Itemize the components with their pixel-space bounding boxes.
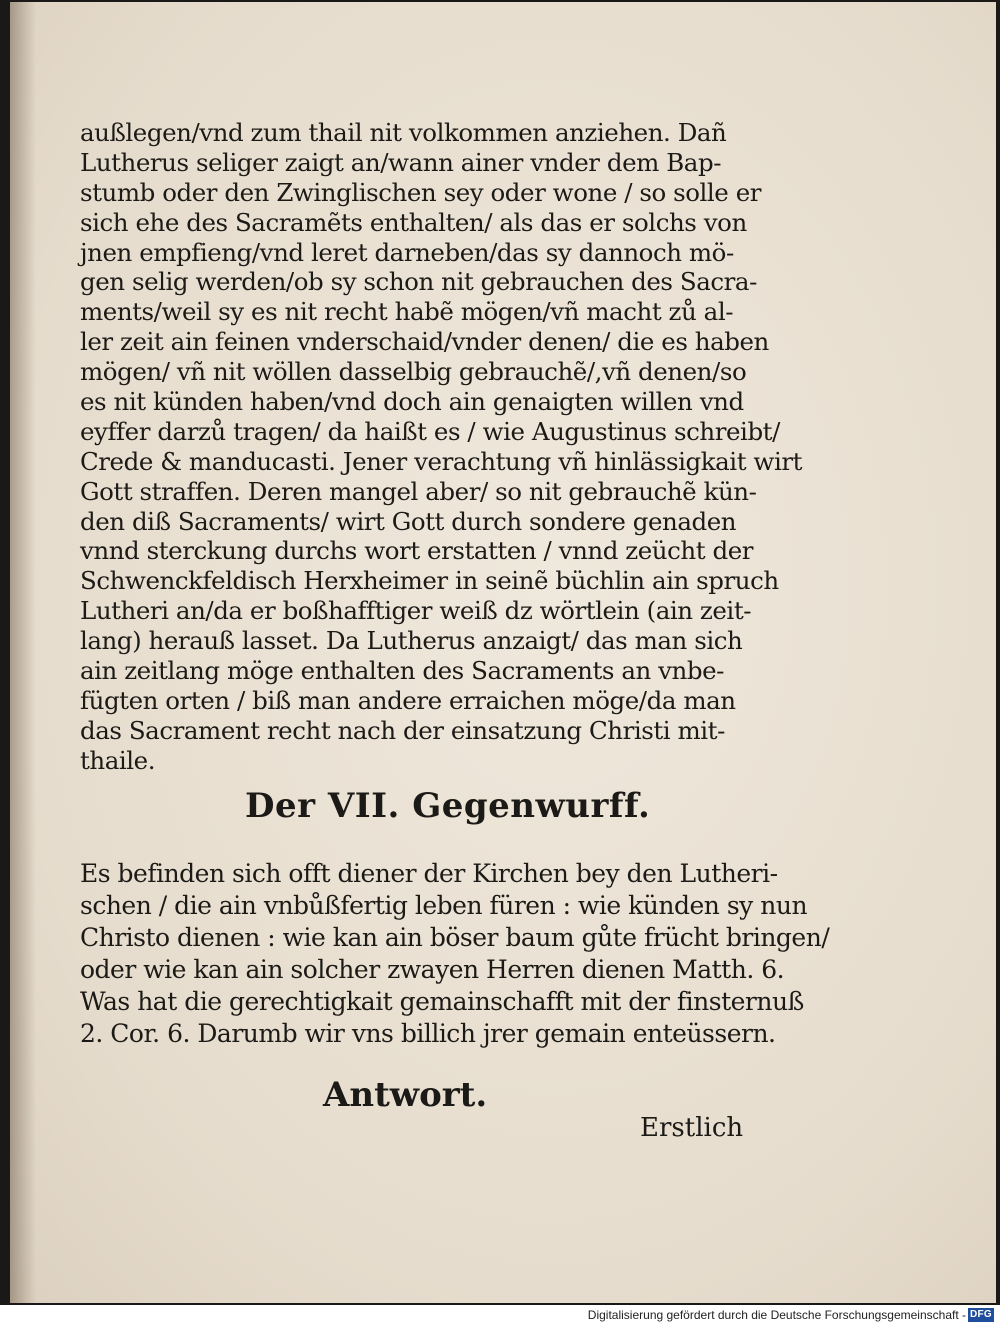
dfg-logo-icon: DFG [969,1309,992,1320]
text-line: Lutheri an/da er boßhafftiger weiß dz wörtlein (ain zeit- [80,596,752,626]
text-line: jnen empfieng/vnd leret darneben/das sy dannoch mö- [80,237,734,267]
section-heading: Der VII. Gegenwurff. [245,786,651,826]
text-line: Es befinden sich offt diener der Kirchen bey den Lutheri- [80,859,778,888]
text-line: fügten orten / biß man andere erraichen möge/da man [80,685,736,715]
text-line: Was hat die gerechtigkait gemainschafft mit der finsternuß [80,987,804,1016]
page-gutter-shadow [10,2,36,1303]
text-line: das Sacrament recht nach der einsatzung Christi mit- [80,715,725,745]
text-line: vnnd sterckung durchs wort erstatten / vnnd zeücht der [80,536,754,566]
funding-credit: Digitalisierung gefördert durch die Deutsche Forschungsgemeinschaft - [587,1308,966,1322]
text-line: Christo dienen : wie kan ain böser baum gůte frücht bringen/ [80,923,830,952]
text-line: thaile. [80,745,156,775]
catchword: Erstlich [640,1113,744,1143]
text-line: stumb oder den Zwinglischen sey oder wone / so solle er [80,177,762,207]
text-line: 2. Cor. 6. Darumb wir vns billich jrer gemain enteüssern. [80,1019,776,1048]
text-line: es nit künden haben/vnd doch ain genaigten willen vnd [80,387,744,417]
text-line: ments/weil sy es nit recht habẽ mögen/vñ macht zů al- [80,297,734,327]
text-line: außlegen/vnd zum thail nit volkommen anziehen. Dañ [80,118,727,147]
text-line: eyffer darzů tragen/ da haißt es / wie Augustinus schreibt/ [80,416,780,446]
text-line: Crede & manducasti. Jener verachtung vñ hinlässigkait wirt [80,446,802,476]
answer-heading: Antwort. [323,1075,488,1115]
text-line: ler zeit ain feinen vnderschaid/vnder denen/ die es haben [80,327,769,357]
text-line: ain zeitlang möge enthalten des Sacraments an vnbe- [80,656,724,686]
text-line: oder wie kan ain solcher zwayen Herren dienen Matth. 6. [80,955,785,984]
text-line: lang) herauß lasset. Da Lutherus anzaigt/ das man sich [80,626,743,656]
text-line: sich ehe des Sacramẽts enthalten/ als das er solchs von [80,207,747,237]
text-line: mögen/ vñ nit wöllen dasselbig gebrauchẽ/,vñ denen/so [80,357,747,387]
paragraph-1 [80,118,802,776]
text-line: Schwenckfeldisch Herxheimer in seinẽ büchlin ain spruch [80,566,779,596]
text-line: Lutherus seliger zaigt an/wann ainer vnder dem Bap- [80,147,722,177]
text-line: gen selig werden/ob sy schon nit gebrauchen des Sacra- [80,267,757,297]
text-line: Gott straffen. Deren mangel aber/ so nit gebrauchẽ kün- [80,476,757,506]
text-line: den diß Sacraments/ wirt Gott durch sondere genaden [80,506,737,536]
text-line: schen / die ain vnbůßfertig leben füren : wie künden sy nun [80,891,808,920]
paragraph-2 [80,858,830,1050]
